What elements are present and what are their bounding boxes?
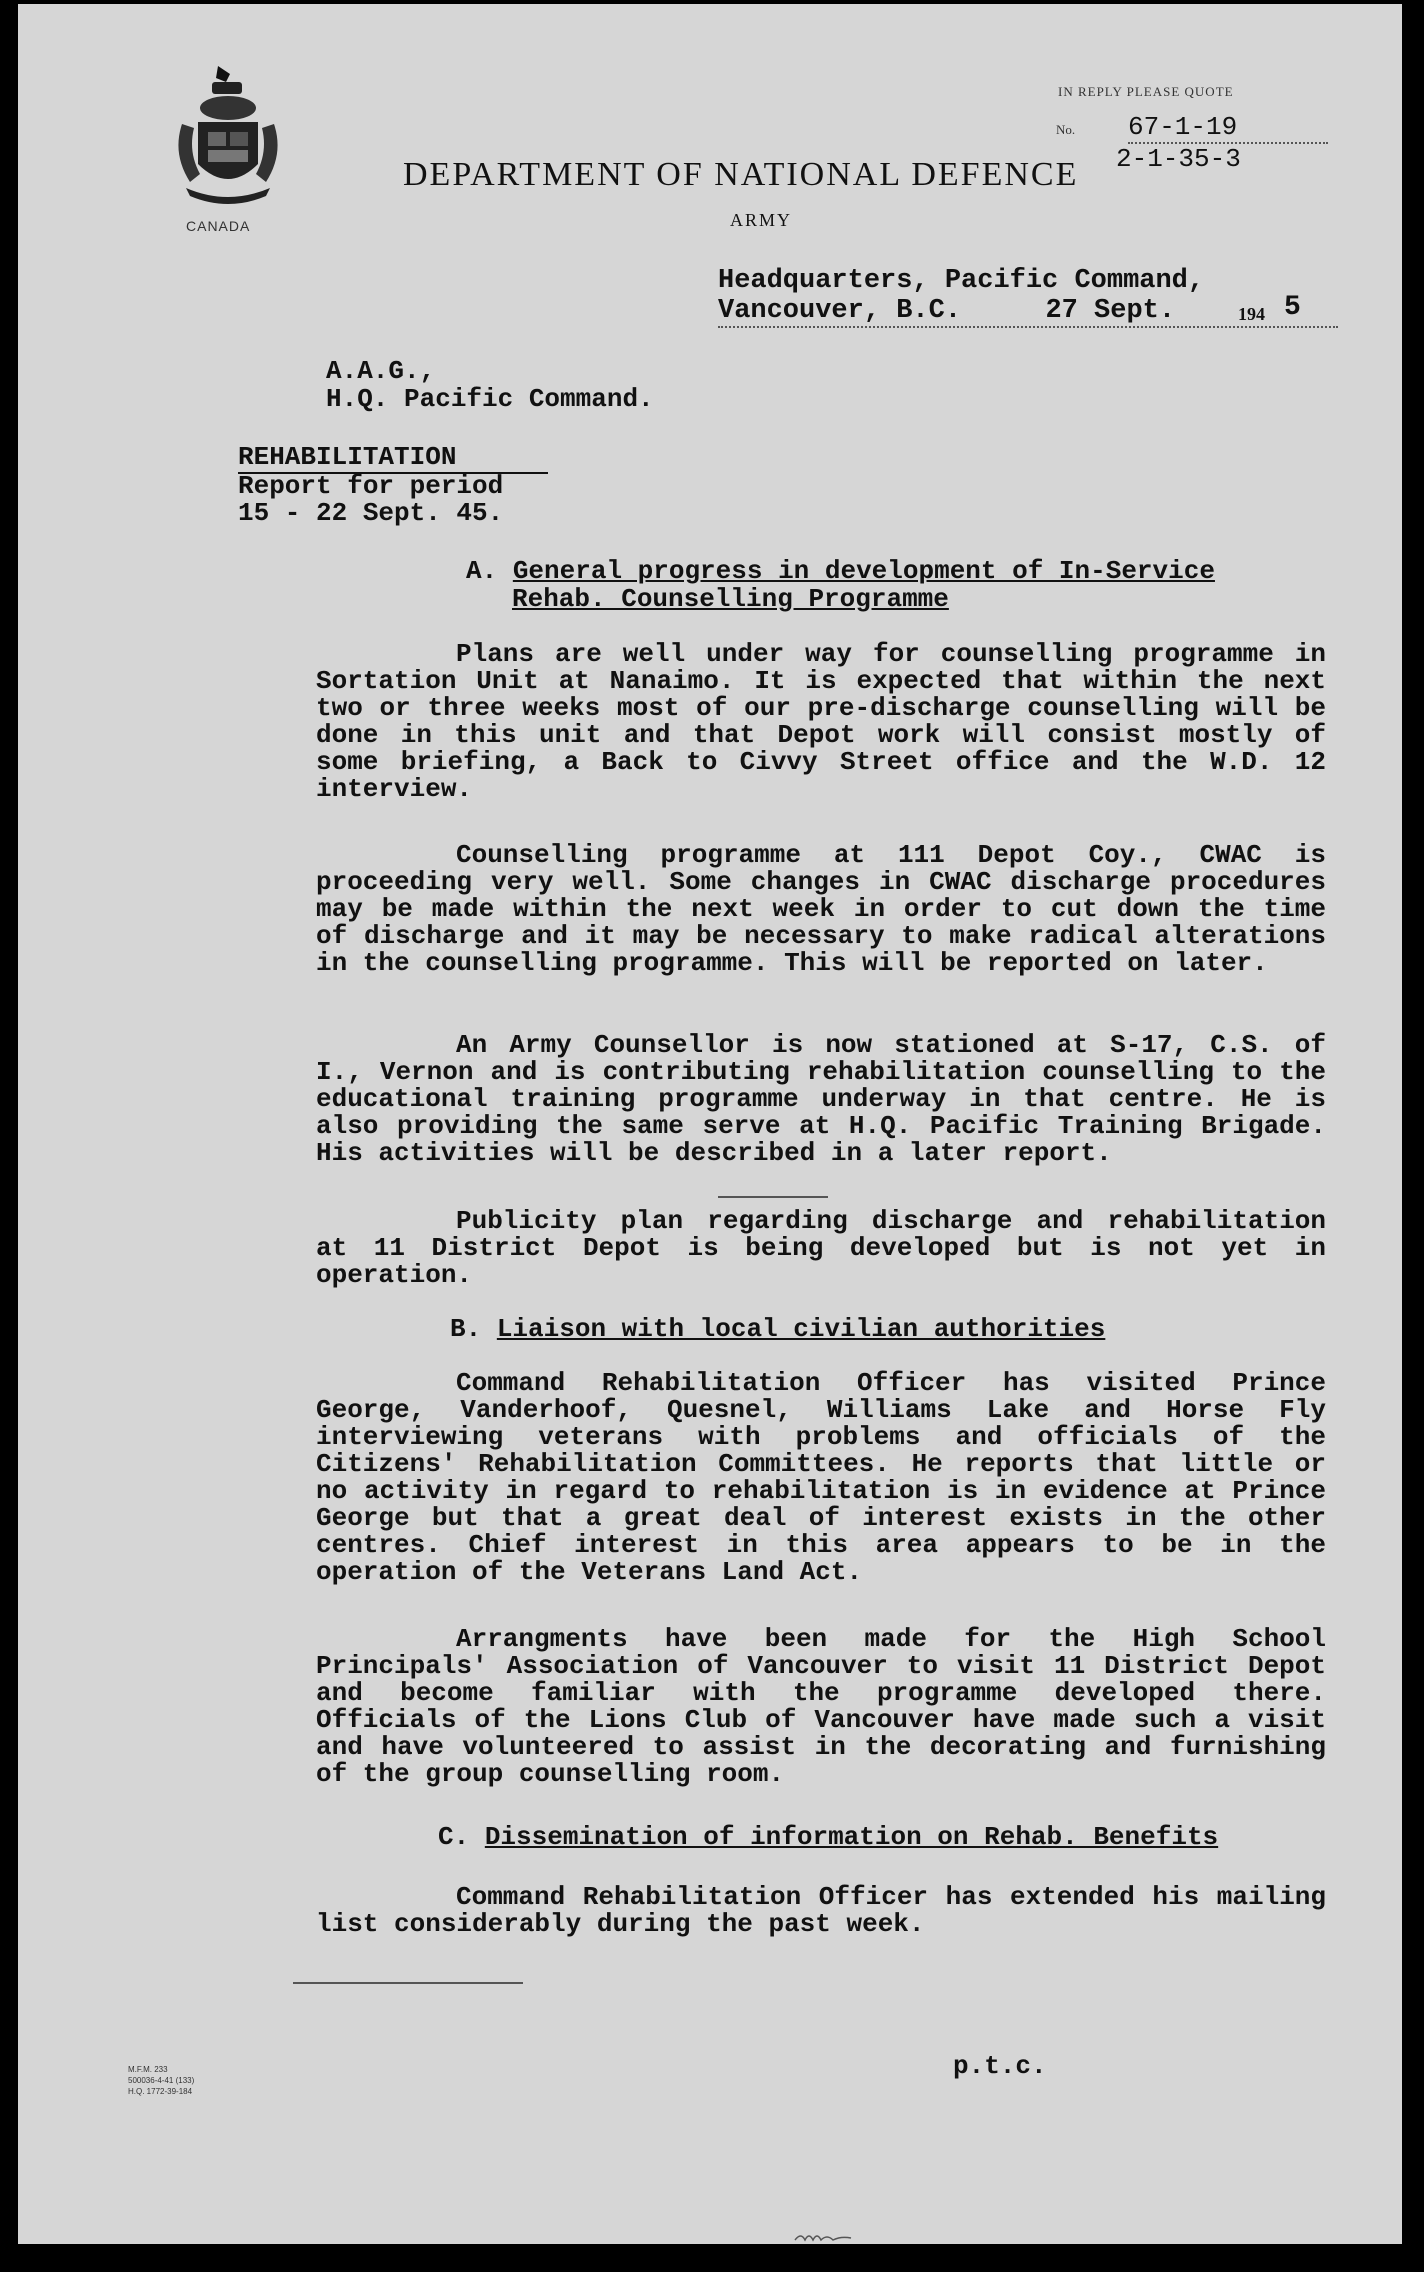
year-prefix: 194 (1238, 304, 1265, 324)
divider (718, 1196, 828, 1198)
paragraph (316, 641, 1326, 803)
year-digit: 5 (1284, 292, 1301, 323)
section-c-heading (438, 1822, 1218, 1852)
paragraph-text: Arrangments have been made for the High School Principals' Association of Vancouver to visit 11 District Depot and become familiar with the programme developed there. Officials of the Lions Club of Vancouver have made such a visit and have volunteered to assist in the decorating and furnishing of the group counselling room. (316, 1624, 1326, 1789)
section-a-heading-continued (512, 584, 949, 614)
canada-label: CANADA (186, 218, 251, 234)
letter-date: 27 Sept. (1045, 296, 1176, 326)
paragraph (316, 842, 1326, 977)
hq-code: H.Q. 1772-39-184 (128, 2087, 193, 2096)
paragraph-text: Command Rehabilitation Officer has visited Prince George, Vanderhoof, Quesnel, Williams Lake and Horse Fly interviewing veterans with problems and officials of the Citizens' Rehabilitation Committees. He reports that little or no activity in regard to rehabilitation is in evidence at Prince George but that a great deal of interest exists in the other centres. Chief interest in this area appears to be in the operation of the Veterans Land Act. (316, 1368, 1326, 1587)
addressee-line: A.A.G., (326, 356, 436, 386)
sender-city: Vancouver, B.C. (718, 296, 962, 326)
section-heading-text: Liaison with local civilian authorities (496, 1314, 1106, 1344)
paragraph-text: Counselling programme at 111 Depot Coy., CWAC is proceeding very well. Some changes in CWAC discharge procedures may be made within the next week in order to cut down the time of discharge and it may be necessary to make radical alterations in the counselling programme. This will be reported on later. (316, 840, 1326, 978)
subject-period-line: 15 - 22 Sept. 45. (238, 498, 504, 528)
section-b-heading (450, 1314, 1105, 1344)
form-code-block (128, 2064, 194, 2097)
department-title: DEPARTMENT OF NATIONAL DEFENCE (403, 156, 1079, 193)
paragraph-text: Plans are well under way for counselling programme in Sortation Unit at Nanaimo. It is expected that within the next two or three weeks most of our pre-discharge counselling will be done in this unit and that Depot work will consist mostly of some briefing, a Back to Civvy Street office and the W.D. 12 interview. (316, 639, 1326, 804)
section-letter: C. (438, 1822, 470, 1852)
form-code: M.F.M. 233 (128, 2065, 168, 2074)
paragraph (316, 1884, 1326, 1938)
paragraph-text: Publicity plan regarding discharge and rehabilitation at 11 District Depot is being developed but is not yet in operation. (316, 1206, 1326, 1290)
paragraph (316, 1208, 1326, 1289)
paragraph (316, 1626, 1326, 1788)
handwritten-mark (793, 2228, 853, 2246)
section-heading-text: Dissemination of information on Rehab. Benefits (484, 1822, 1219, 1852)
subject-title: REHABILITATION (238, 442, 548, 474)
service-branch: ARMY (730, 210, 793, 230)
paragraph-text: An Army Counsellor is now stationed at S-17, C.S. of I., Vernon and is contributing rehabilitation counselling to the educational training programme underway in that centre. He is also providing the same serve at H.Q. Pacific Training Brigade. His activities will be described in a later report. (316, 1030, 1326, 1168)
paragraph-text: Command Rehabilitation Officer has extended his mailing list considerably during the past week. (316, 1882, 1326, 1939)
reference-no-label: No. (1056, 122, 1076, 137)
reference-number-secondary: 2-1-35-3 (1116, 144, 1241, 174)
section-heading-text: Rehab. Counselling Programme (512, 584, 949, 614)
please-turn-over: p.t.c. (953, 2051, 1047, 2081)
section-a-heading (466, 556, 1215, 586)
subject-period-line: Report for period (238, 471, 504, 501)
addressee-line: H.Q. Pacific Command. (326, 384, 654, 414)
section-heading-text: General progress in development of In-Service (512, 556, 1215, 586)
section-letter: B. (450, 1314, 482, 1344)
section-letter: A. (466, 556, 498, 586)
print-code: 500036-4-41 (133) (128, 2076, 195, 2085)
sender-address-line: Headquarters, Pacific Command, (718, 266, 1205, 296)
reference-number: 67-1-19 (1128, 112, 1328, 144)
divider (293, 1982, 523, 1984)
paragraph (316, 1032, 1326, 1167)
paragraph (316, 1370, 1326, 1586)
sender-city-date-line (718, 292, 1338, 328)
document-page (18, 4, 1402, 2244)
canadian-coat-of-arms-logo (168, 64, 288, 214)
reply-quote-label: IN REPLY PLEASE QUOTE (1058, 84, 1234, 99)
